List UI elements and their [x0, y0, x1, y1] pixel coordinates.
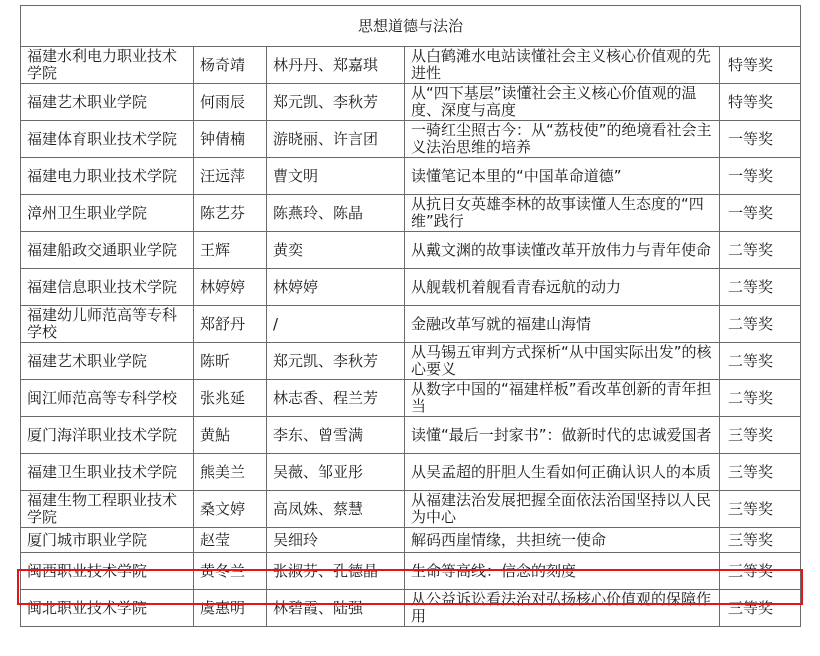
table-title: 思想道德与法治 [21, 6, 801, 47]
award-cell: 特等奖 [720, 84, 801, 121]
work-title-cell: 从吴孟超的肝胆人生看如何正确认识人的本质 [405, 454, 720, 491]
table-row [21, 454, 801, 491]
table-row [21, 84, 801, 121]
teachers-cell: 林婷婷 [267, 269, 405, 306]
student-cell: 王辉 [194, 232, 267, 269]
work-title-cell: 一骑红尘照古今：从“荔枝使”的绝境看社会主义法治思维的培养 [405, 121, 720, 158]
student-cell: 桑文婷 [194, 491, 267, 528]
table-row [21, 121, 801, 158]
school-cell: 漳州卫生职业学院 [21, 195, 194, 232]
school-cell: 福建艺术职业学院 [21, 343, 194, 380]
work-title-cell: 从数字中国的“福建样板”看改革创新的青年担当 [405, 380, 720, 417]
award-cell: 二等奖 [720, 269, 801, 306]
school-cell: 福建卫生职业技术学院 [21, 454, 194, 491]
work-title-cell: 从马锡五审判方式探析“从中国实际出发”的核心要义 [405, 343, 720, 380]
work-title-cell: 解码西崖情缘，共担统一使命 [405, 528, 720, 553]
school-cell: 闽西职业技术学院 [21, 553, 194, 590]
work-title-cell: 读懂“最后一封家书”：做新时代的忠诚爱国者 [405, 417, 720, 454]
table-row [21, 590, 801, 627]
student-cell: 杨奇靖 [194, 47, 267, 84]
award-cell: 二等奖 [720, 343, 801, 380]
award-cell: 三等奖 [720, 454, 801, 491]
award-cell: 二等奖 [720, 306, 801, 343]
student-cell: 何雨辰 [194, 84, 267, 121]
school-cell: 福建信息职业技术学院 [21, 269, 194, 306]
school-cell: 厦门海洋职业技术学院 [21, 417, 194, 454]
award-cell: 三等奖 [720, 528, 801, 553]
work-title-cell: 从公益诉讼看法治对弘扬核心价值观的保障作用 [405, 590, 720, 627]
award-cell: 三等奖 [720, 491, 801, 528]
work-title-cell: 金融改革写就的福建山海情 [405, 306, 720, 343]
teachers-cell: 张淑芬、孔德晶 [267, 553, 405, 590]
school-cell: 福建电力职业技术学院 [21, 158, 194, 195]
table-row [21, 269, 801, 306]
teachers-cell: 高凤姝、蔡慧 [267, 491, 405, 528]
table-row [21, 47, 801, 84]
student-cell: 林婷婷 [194, 269, 267, 306]
table-row [21, 417, 801, 454]
work-title-cell: 读懂笔记本里的“中国革命道德” [405, 158, 720, 195]
table-row [21, 306, 801, 343]
award-cell: 三等奖 [720, 417, 801, 454]
teachers-cell: 林碧霞、陆强 [267, 590, 405, 627]
student-cell: 张兆延 [194, 380, 267, 417]
work-title-cell: 从抗日女英雄李林的故事读懂人生态度的“四维”践行 [405, 195, 720, 232]
student-cell: 陈艺芬 [194, 195, 267, 232]
table-row [21, 158, 801, 195]
award-cell: 三等奖 [720, 553, 801, 590]
school-cell: 福建幼儿师范高等专科学校 [21, 306, 194, 343]
teachers-cell: 吴薇、邹亚彤 [267, 454, 405, 491]
work-title-cell: 从舰载机着舰看青春远航的动力 [405, 269, 720, 306]
teachers-cell: / [267, 306, 405, 343]
teachers-cell: 吴细玲 [267, 528, 405, 553]
teachers-cell: 郑元凯、李秋芳 [267, 84, 405, 121]
table-row [21, 380, 801, 417]
teachers-cell: 李东、曾雪满 [267, 417, 405, 454]
school-cell: 福建船政交通职业学院 [21, 232, 194, 269]
student-cell: 熊美兰 [194, 454, 267, 491]
award-cell: 二等奖 [720, 232, 801, 269]
table-row [21, 195, 801, 232]
table-title-row [21, 6, 801, 47]
teachers-cell: 郑元凯、李秋芳 [267, 343, 405, 380]
teachers-cell: 陈燕玲、陈晶 [267, 195, 405, 232]
table-row [21, 528, 801, 553]
school-cell: 福建生物工程职业技术学院 [21, 491, 194, 528]
award-cell: 特等奖 [720, 47, 801, 84]
student-cell: 钟倩楠 [194, 121, 267, 158]
award-cell: 二等奖 [720, 380, 801, 417]
table-row [21, 343, 801, 380]
teachers-cell: 林丹丹、郑嘉琪 [267, 47, 405, 84]
teachers-cell: 曹文明 [267, 158, 405, 195]
student-cell: 赵莹 [194, 528, 267, 553]
teachers-cell: 黄奕 [267, 232, 405, 269]
school-cell: 福建艺术职业学院 [21, 84, 194, 121]
student-cell: 虞惠明 [194, 590, 267, 627]
table-row [21, 232, 801, 269]
student-cell: 郑舒丹 [194, 306, 267, 343]
table-row [21, 553, 801, 590]
award-cell: 三等奖 [720, 590, 801, 627]
work-title-cell: 从白鹤滩水电站读懂社会主义核心价值观的先进性 [405, 47, 720, 84]
school-cell: 福建水利电力职业技术学院 [21, 47, 194, 84]
student-cell: 黄鮎 [194, 417, 267, 454]
work-title-cell: 从“四下基层”读懂社会主义核心价值观的温度、深度与高度 [405, 84, 720, 121]
award-cell: 一等奖 [720, 121, 801, 158]
work-title-cell: 生命等高线：信念的刻度 [405, 553, 720, 590]
awards-table [20, 5, 801, 627]
award-cell: 一等奖 [720, 195, 801, 232]
table-row [21, 491, 801, 528]
student-cell: 陈昕 [194, 343, 267, 380]
award-cell: 一等奖 [720, 158, 801, 195]
work-title-cell: 从戴文渊的故事读懂改革开放伟力与青年使命 [405, 232, 720, 269]
student-cell: 汪远萍 [194, 158, 267, 195]
teachers-cell: 游晓丽、许言团 [267, 121, 405, 158]
school-cell: 福建体育职业技术学院 [21, 121, 194, 158]
teachers-cell: 林志香、程兰芳 [267, 380, 405, 417]
student-cell: 黄冬兰 [194, 553, 267, 590]
school-cell: 厦门城市职业学院 [21, 528, 194, 553]
school-cell: 闽北职业技术学院 [21, 590, 194, 627]
school-cell: 闽江师范高等专科学校 [21, 380, 194, 417]
work-title-cell: 从福建法治发展把握全面依法治国坚持以人民为中心 [405, 491, 720, 528]
